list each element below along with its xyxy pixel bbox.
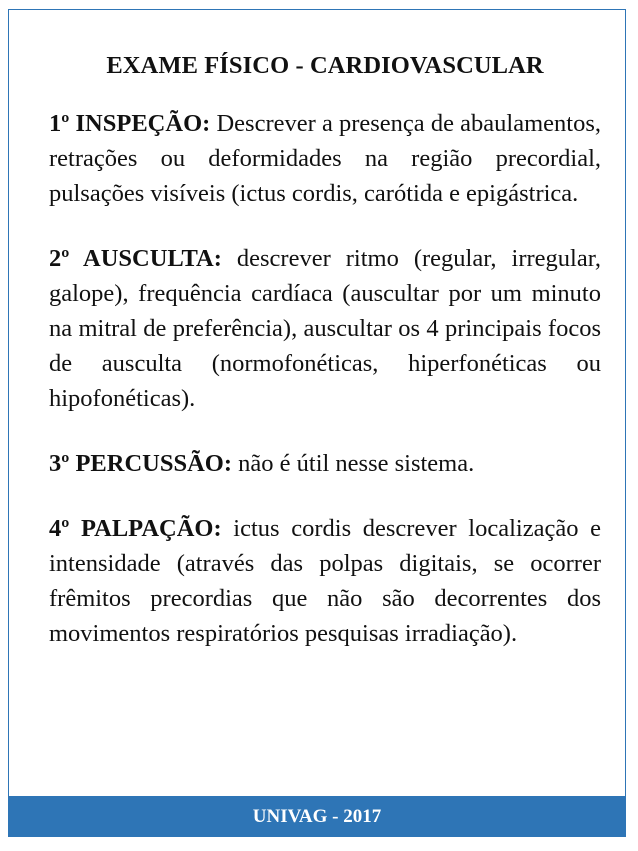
footer-text: UNIVAG - 2017: [252, 805, 382, 827]
section-heading-inspecao: 1º INSPEÇÃO:: [49, 110, 211, 137]
section-heading-percussao: 3º PERCUSSÃO:: [49, 450, 233, 477]
section-percussao: [49, 446, 601, 481]
section-heading-palpacao: 4º PALPAÇÃO:: [49, 515, 222, 542]
document-body: [49, 50, 601, 681]
document-title: EXAME FÍSICO - CARDIOVASCULAR: [106, 52, 544, 79]
section-ausculta: [49, 241, 601, 416]
footer-bar: [8, 796, 626, 837]
section-text-inspecao: Descrever a presença de abaulamentos, retrações ou deformidades na região precordial, pulsações visíveis (ictus cordis, carótida e epigástrica.: [49, 110, 601, 207]
section-palpacao: [49, 511, 601, 651]
section-text-ausculta: descrever ritmo (regular, irregular, galope), frequência cardíaca (auscultar por um minuto na mitral de preferência), auscultar os 4 principais focos de ausculta (normofonéticas, hiperfonéticas ou hipofonéticas).: [49, 245, 602, 412]
section-heading-ausculta: 2º AUSCULTA:: [49, 245, 222, 272]
section-text-percussao: não é útil nesse sistema.: [238, 450, 475, 477]
section-inspecao: [49, 106, 601, 211]
section-text-palpacao: ictus cordis descrever localização e intensidade (através das polpas digitais, se ocorrer frêmitos precordias que não são decorrentes dos movimentos respiratórios pesquisas irradiação).: [49, 515, 601, 647]
